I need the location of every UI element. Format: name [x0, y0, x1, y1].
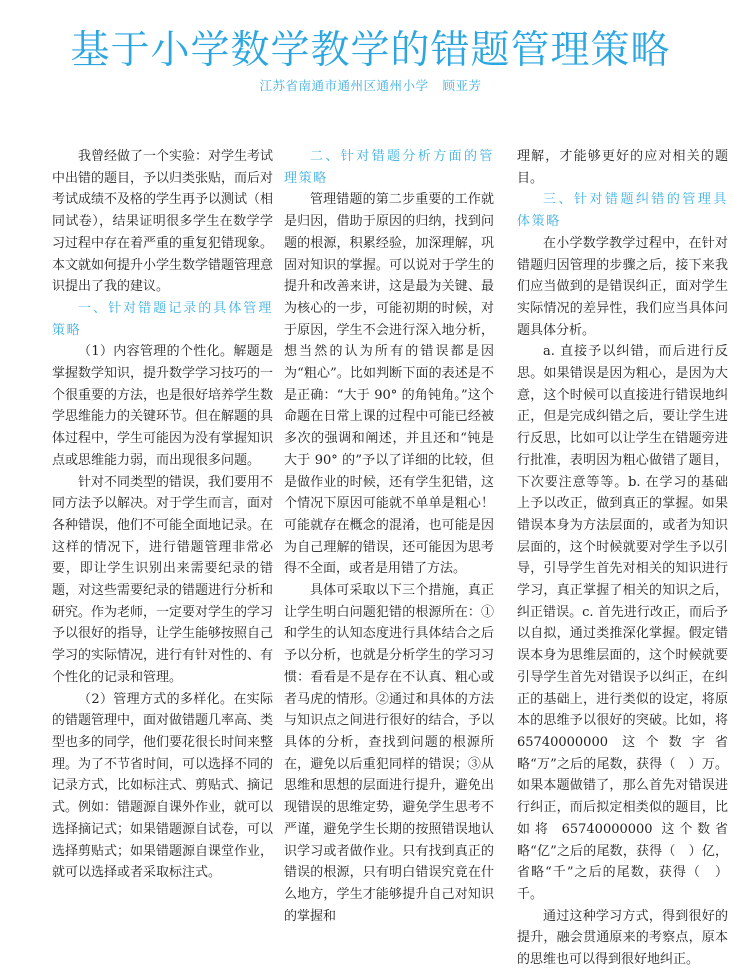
- paragraph: a. 直接予以纠错，而后进行反思。如果错误是因为粗心，是因为大意，这个时候可以直接进行错误地纠正，但是完成纠错之后，要让学生进行反思，比如可以让学生在错题旁进行批准，表明因为粗心做错了题目，下次要注意等等。b. 在学习的基础上予以改正，做到真正的掌握。如果错误本身为方法层面的，或者为知识层面的，这个时候就要对学生予以引导，引导学生首先对相关的知识进行学习，真正掌握了相关的知识之后，纠正错误。c. 首先进行改正，而后予以自拟，通过类推深化掌握。假定错误本身为思维层面的，这个时候就要引导学生首先对错误予以纠正，在纠正的基础上，进行类似的设定，将原本的思维予以很好的突破。比如，将 65740000000 这个数字省略“万”之后的尾数，获得（ ）万。如果本题做错了，那么首先对错误进行纠正，而后拟定相类似的题目，比如将 65740000000 这个数省略“亿”之后的尾数，获得（ ）亿，省略“千”之后的尾数，获得（ ）千。: [517, 344, 728, 902]
- paragraph: （2）管理方式的多样化。在实际的错题管理中，面对做错题几率高、类型也多的同学，他们要花很长时间来整理。为了不节省时间，可以选择不同的记录方式，比如标注式、剪贴式、摘记式。例如：错题源自课外作业，就可以选择摘记式；如果错题源自试卷，可以选择剪贴式；如果错题源自课堂作业，就可以选择或者采取标注式。: [52, 691, 274, 881]
- section-heading-2: 二、针对错题分析方面的管理策略: [284, 149, 494, 186]
- paragraph: 在小学数学教学过程中，在针对错题归因管理的步骤之后，接下来我们应当做到的是错误纠正，面对学生实际情况的差异性，我们应当具体问题具体分析。: [517, 235, 728, 338]
- section-heading-3: 三、针对错题纠错的管理具体策略: [517, 192, 728, 230]
- column-1: [52, 146, 273, 884]
- author-name: 顾亚芳: [442, 78, 482, 93]
- paragraph: （1）内容管理的个性化。解题是掌握数学知识，提升数学学习技巧的一个很重要的方法，也是很好培养学生数学思维能力的关键环节。但在解题的具体过程中，学生可能因为没有掌握知识点或思维能力弱，而出现很多问题。: [52, 344, 274, 468]
- column-2: [284, 146, 494, 927]
- paragraph: 通过这种学习方式，得到很好的提升，融会贯通原来的考察点，原本的思维也可以得到很好地纠正。: [517, 908, 728, 968]
- article-title: 基于小学数学教学的错题管理策略: [70, 28, 671, 74]
- byline: [0, 76, 741, 94]
- section-heading-1: 一、针对错题记录的具体管理策略: [52, 300, 273, 338]
- paragraph: 具体可采取以下三个措施，真正让学生明白问题犯错的根源所在：①和学生的认知态度进行具体结合之后予以分析，也就是分析学生的学习习惯：看看是不是存在不认真、粗心或者马虎的情形。②通过和具体的方法与知识点之间进行很好的结合，予以具体的分析，查找到问题的根源所在，避免以后重犯同样的错误；③从思维和思想的层面进行提升，避免出现错误的思维定势，避免学生思考不严谨，避免学生长期的按照错误地认识学习或者做作业。只有找到真正的错误的根源，只有明白错误究竟在什么地方，学生才能够提升自己对知识的掌握和: [284, 583, 494, 924]
- paragraph: 针对不同类型的错误，我们要用不同方法予以解决。对于学生而言，面对各种错误，他们不可能全面地记录。在这样的情况下，进行错题管理非常必要，即让学生识别出来需要纪录的错题，对这些需要纪录的错题进行分析和研究。作为老师，一定要对学生的学习予以很好的指导，让学生能够按照自己学习的实际情况，进行有针对性的、有个性化的记录和管理。: [52, 474, 274, 685]
- column-3: [517, 146, 728, 971]
- intro-paragraph: 我曾经做了一个实验：对学生考试中出错的题目，予以归类张贴，而后对考试成绩不及格的学生再予以测试（相同试卷），结果证明很多学生在数学学习过程中存在着严重的重复犯错现象。本文就如何提升小学生数学错题管理意识提出了我的建议。: [52, 149, 274, 295]
- paragraph-continued: 理解，才能够更好的应对相关的题目。: [517, 149, 728, 186]
- author-affiliation: 江苏省南通市通州区通州小学: [259, 78, 429, 93]
- paragraph: 管理错题的第二步重要的工作就是归因，借助于原因的归纳，找到问题的根源，积累经验，加深理解，巩固对知识的掌握。可以说对于学生的提升和改善来讲，这是最为关键、最为核心的一步，可能初期的时候，对于原因，学生不会进行深入地分析，想当然的认为所有的错误都是因为“粗心”。比如判断下面的表述是不是正确：“大于 90° 的角钝角。”这个命题在日常上课的过程中可能已经被多次的强调和阐述，并且还和“钝是大于 90° 的”予以了详细的比较，但是做作业的时候，还有学生犯错，这个情况下原因可能就不单单是粗心！可能就存在概念的混淆，也可能是因为自己理解的错误，还可能因为思考得不全面，或者是用错了方法。: [284, 192, 494, 577]
